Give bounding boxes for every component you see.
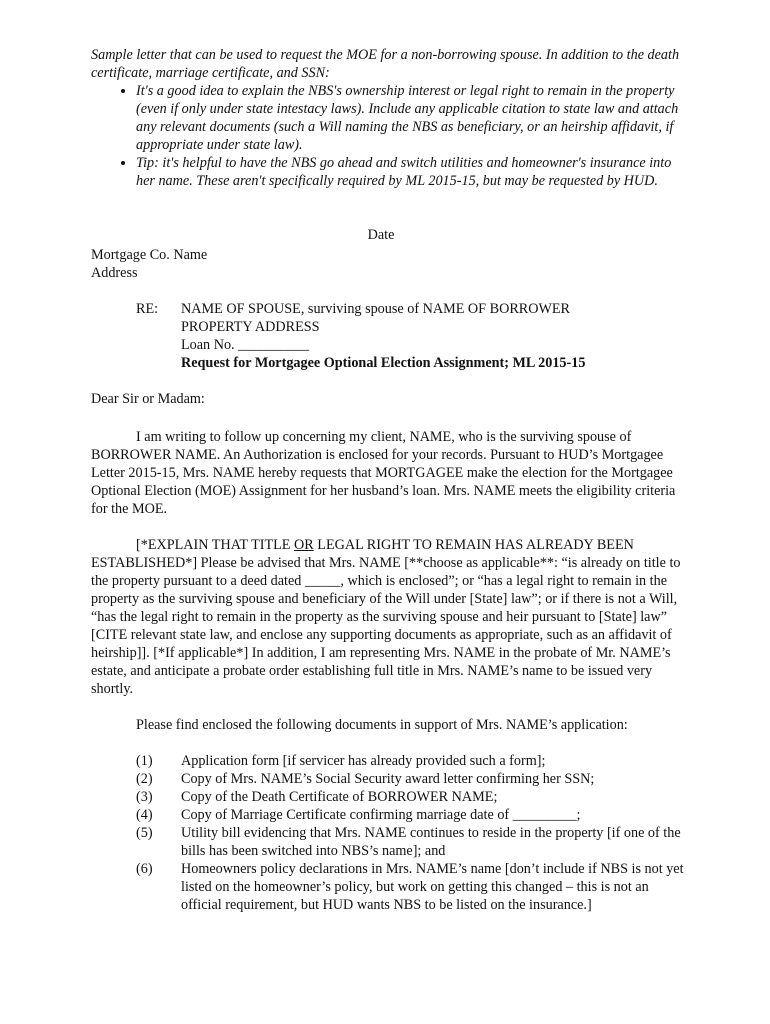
body-paragraph-2 [91, 536, 691, 698]
re-property-line: PROPERTY ADDRESS [181, 319, 320, 335]
list-item-text: Copy of the Death Certificate of BORROWER NAME; [181, 789, 498, 805]
enclosed-documents-list [91, 752, 691, 914]
paragraph-2-underlined: OR [294, 537, 314, 553]
list-item-number: (4) [136, 807, 153, 823]
re-subject-line: Request for Mortgagee Optional Election Assignment; ML 2015-15 [181, 355, 586, 371]
recipient-name: Mortgage Co. Name [91, 247, 208, 263]
list-item-number: (6) [136, 861, 153, 877]
paragraph-2-part-1: [*EXPLAIN THAT TITLE [136, 537, 295, 553]
re-spouse-line: NAME OF SPOUSE, surviving spouse of NAME OF BORROWER [181, 301, 571, 317]
re-block [91, 300, 691, 372]
intro-bullet: • It's a good idea to explain the NBS's ownership interest or legal right to remain in the property (even if only under state intestacy laws). Include any applicable citation to state law and attach any relevant documents (such a Will naming the NBS as beneficiary, or an heirship affidavit, if appropriate under state law). [136, 82, 691, 154]
list-item-text: Application form [if servicer has already provided such a form]; [181, 753, 546, 769]
list-item-text: Homeowners policy declarations in Mrs. NAME’s name [don’t include if NBS is not yet listed on the homeowner’s policy, but work on getting this changed – this is not an official requirement, but HUD wants NBS to be listed on the insurance.] [181, 861, 684, 913]
re-label: RE: [136, 301, 159, 317]
intro-lead: Sample letter that can be used to request the MOE for a non-borrowing spouse. In addition to the death certificate, marriage certificate, and SSN: [91, 47, 680, 81]
intro-bullet: • Tip: it's helpful to have the NBS go ahead and switch utilities and homeowner's insurance into her name. These aren't specifically required by ML 2015-15, but may be requested by HUD. [136, 154, 691, 190]
list-item-number: (3) [136, 789, 153, 805]
list-item-text: Utility bill evidencing that Mrs. NAME continues to reside in the property [if one of the bills has been switched into NBS’s name]; and [181, 825, 681, 859]
list-item [91, 752, 691, 770]
list-item-number: (1) [136, 753, 153, 769]
intro-bullets [91, 82, 691, 190]
list-item [91, 788, 691, 806]
re-loan-line: Loan No. __________ [181, 337, 310, 353]
paragraph-2-part-2: LEGAL RIGHT TO REMAIN HAS ALREADY BEEN ESTABLISHED*] Please be advised that Mrs. NAME [**choose as applicable**: “is already on title to the property pursuant to a deed dated _____, which is enclosed”; or “has a legal right to remain in the property as the surviving spouse and beneficiary of the Will under [State] law”; or if there is not a Will, “has the legal right to remain in the property as the surviving spouse and heir pursuant to [State] law” [CITE relevant state law, and enclose any supporting documents as appropriate, such as an affidavit of heirship]]. [*If applicable*] In addition, I am representing Mrs. NAME in the probate of Mr. NAME’s estate, and anticipate a probate order establishing full title in Mrs. NAME’s name to be issued very shortly. [91, 537, 681, 697]
list-item [91, 824, 691, 860]
list-item-text: Copy of Mrs. NAME’s Social Security award letter confirming her SSN; [181, 771, 595, 787]
letter-date: Date [367, 227, 395, 243]
body-paragraph-3: Please find enclosed the following documents in support of Mrs. NAME’s application: [136, 717, 628, 733]
recipient-address [91, 246, 691, 282]
list-item [91, 770, 691, 788]
body-paragraph-1: I am writing to follow up concerning my client, NAME, who is the surviving spouse of BORROWER NAME. An Authorization is enclosed for your records. Pursuant to HUD’s Mortgagee Letter 2015-15, Mrs. NAME hereby requests that MORTGAGEE make the election for the Mortgagee Optional Election (MOE) Assignment for her husband’s loan. Mrs. NAME meets the eligibility criteria for the MOE. [91, 429, 676, 517]
list-item-text: Copy of Marriage Certificate confirming marriage date of _________; [181, 807, 581, 823]
intro-note [91, 46, 691, 190]
letter-page [91, 46, 691, 914]
list-item [91, 806, 691, 824]
list-item-number: (5) [136, 825, 153, 841]
salutation: Dear Sir or Madam: [91, 391, 205, 407]
recipient-address-line: Address [91, 265, 138, 281]
list-item [91, 860, 691, 914]
list-item-number: (2) [136, 771, 153, 787]
